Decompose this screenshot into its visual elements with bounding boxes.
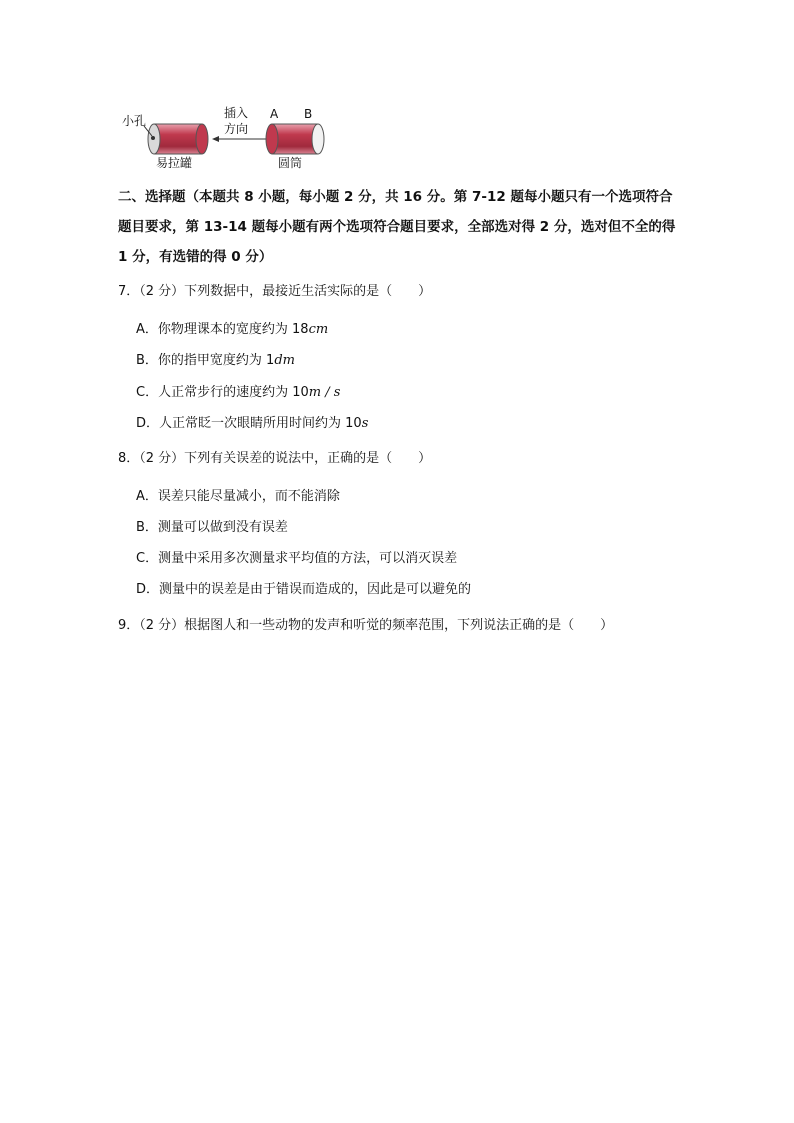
question-7-option-c[interactable] — [136, 384, 340, 402]
question-9-stem: 9．（2 分）根据图人和一些动物的发声和听觉的频率范围，下列说法正确的是（ ） — [118, 618, 614, 633]
section-heading: 二、选择题（本题共 8 小题，每小题 2 分，共 16 分。第 7-12 题每小题只有一个选项符合题目要求，第 13-14 题每小题有两个选项符合题目要求，全部选对得 2 分，选对但不全的得 1 分，有选错的得 0 分） — [118, 189, 676, 265]
tube-cylinder — [266, 124, 324, 154]
question-8-option-b[interactable]: B．测量可以做到没有误差 — [136, 520, 288, 535]
tube-label: 圆筒 — [278, 156, 303, 170]
question-8-option-d[interactable]: D．测量中的误差是由于错误而造成的，因此是可以避免的 — [136, 582, 472, 597]
arrow-head-icon — [212, 136, 219, 142]
small-hole — [151, 136, 155, 140]
can-tube-figure — [118, 104, 348, 174]
option-unit: cm — [308, 322, 329, 337]
end-b-label: B — [304, 107, 313, 121]
option-unit: dm — [274, 353, 295, 368]
question-7-option-a[interactable] — [136, 321, 328, 339]
option-unit: m / s — [308, 385, 341, 400]
option-text: A．你物理课本的宽度约为 18 — [136, 322, 309, 337]
option-text: C．人正常步行的速度约为 10 — [136, 385, 309, 400]
soda-can — [148, 124, 208, 154]
direction-label: 方向 — [224, 122, 249, 136]
question-8-option-a[interactable]: A．误差只能尽量减小，而不能消除 — [136, 489, 340, 504]
question-7-option-b[interactable] — [136, 352, 295, 370]
option-unit: s — [361, 416, 369, 431]
option-text: B．你的指甲宽度约为 1 — [136, 353, 275, 368]
question-7-option-d[interactable] — [136, 415, 368, 433]
question-8-option-c[interactable]: C．测量中采用多次测量求平均值的方法，可以消灭误差 — [136, 551, 458, 566]
can-label: 易拉罐 — [156, 156, 193, 170]
option-text: D．人正常眨一次眼睛所用时间约为 10 — [136, 416, 362, 431]
question-7-stem: 7．（2 分）下列数据中，最接近生活实际的是（ ） — [118, 284, 432, 299]
insert-label: 插入 — [224, 106, 249, 120]
end-a-label: A — [270, 107, 279, 121]
question-8-stem: 8．（2 分）下列有关误差的说法中，正确的是（ ） — [118, 451, 432, 466]
hole-label: 小孔 — [122, 114, 147, 128]
